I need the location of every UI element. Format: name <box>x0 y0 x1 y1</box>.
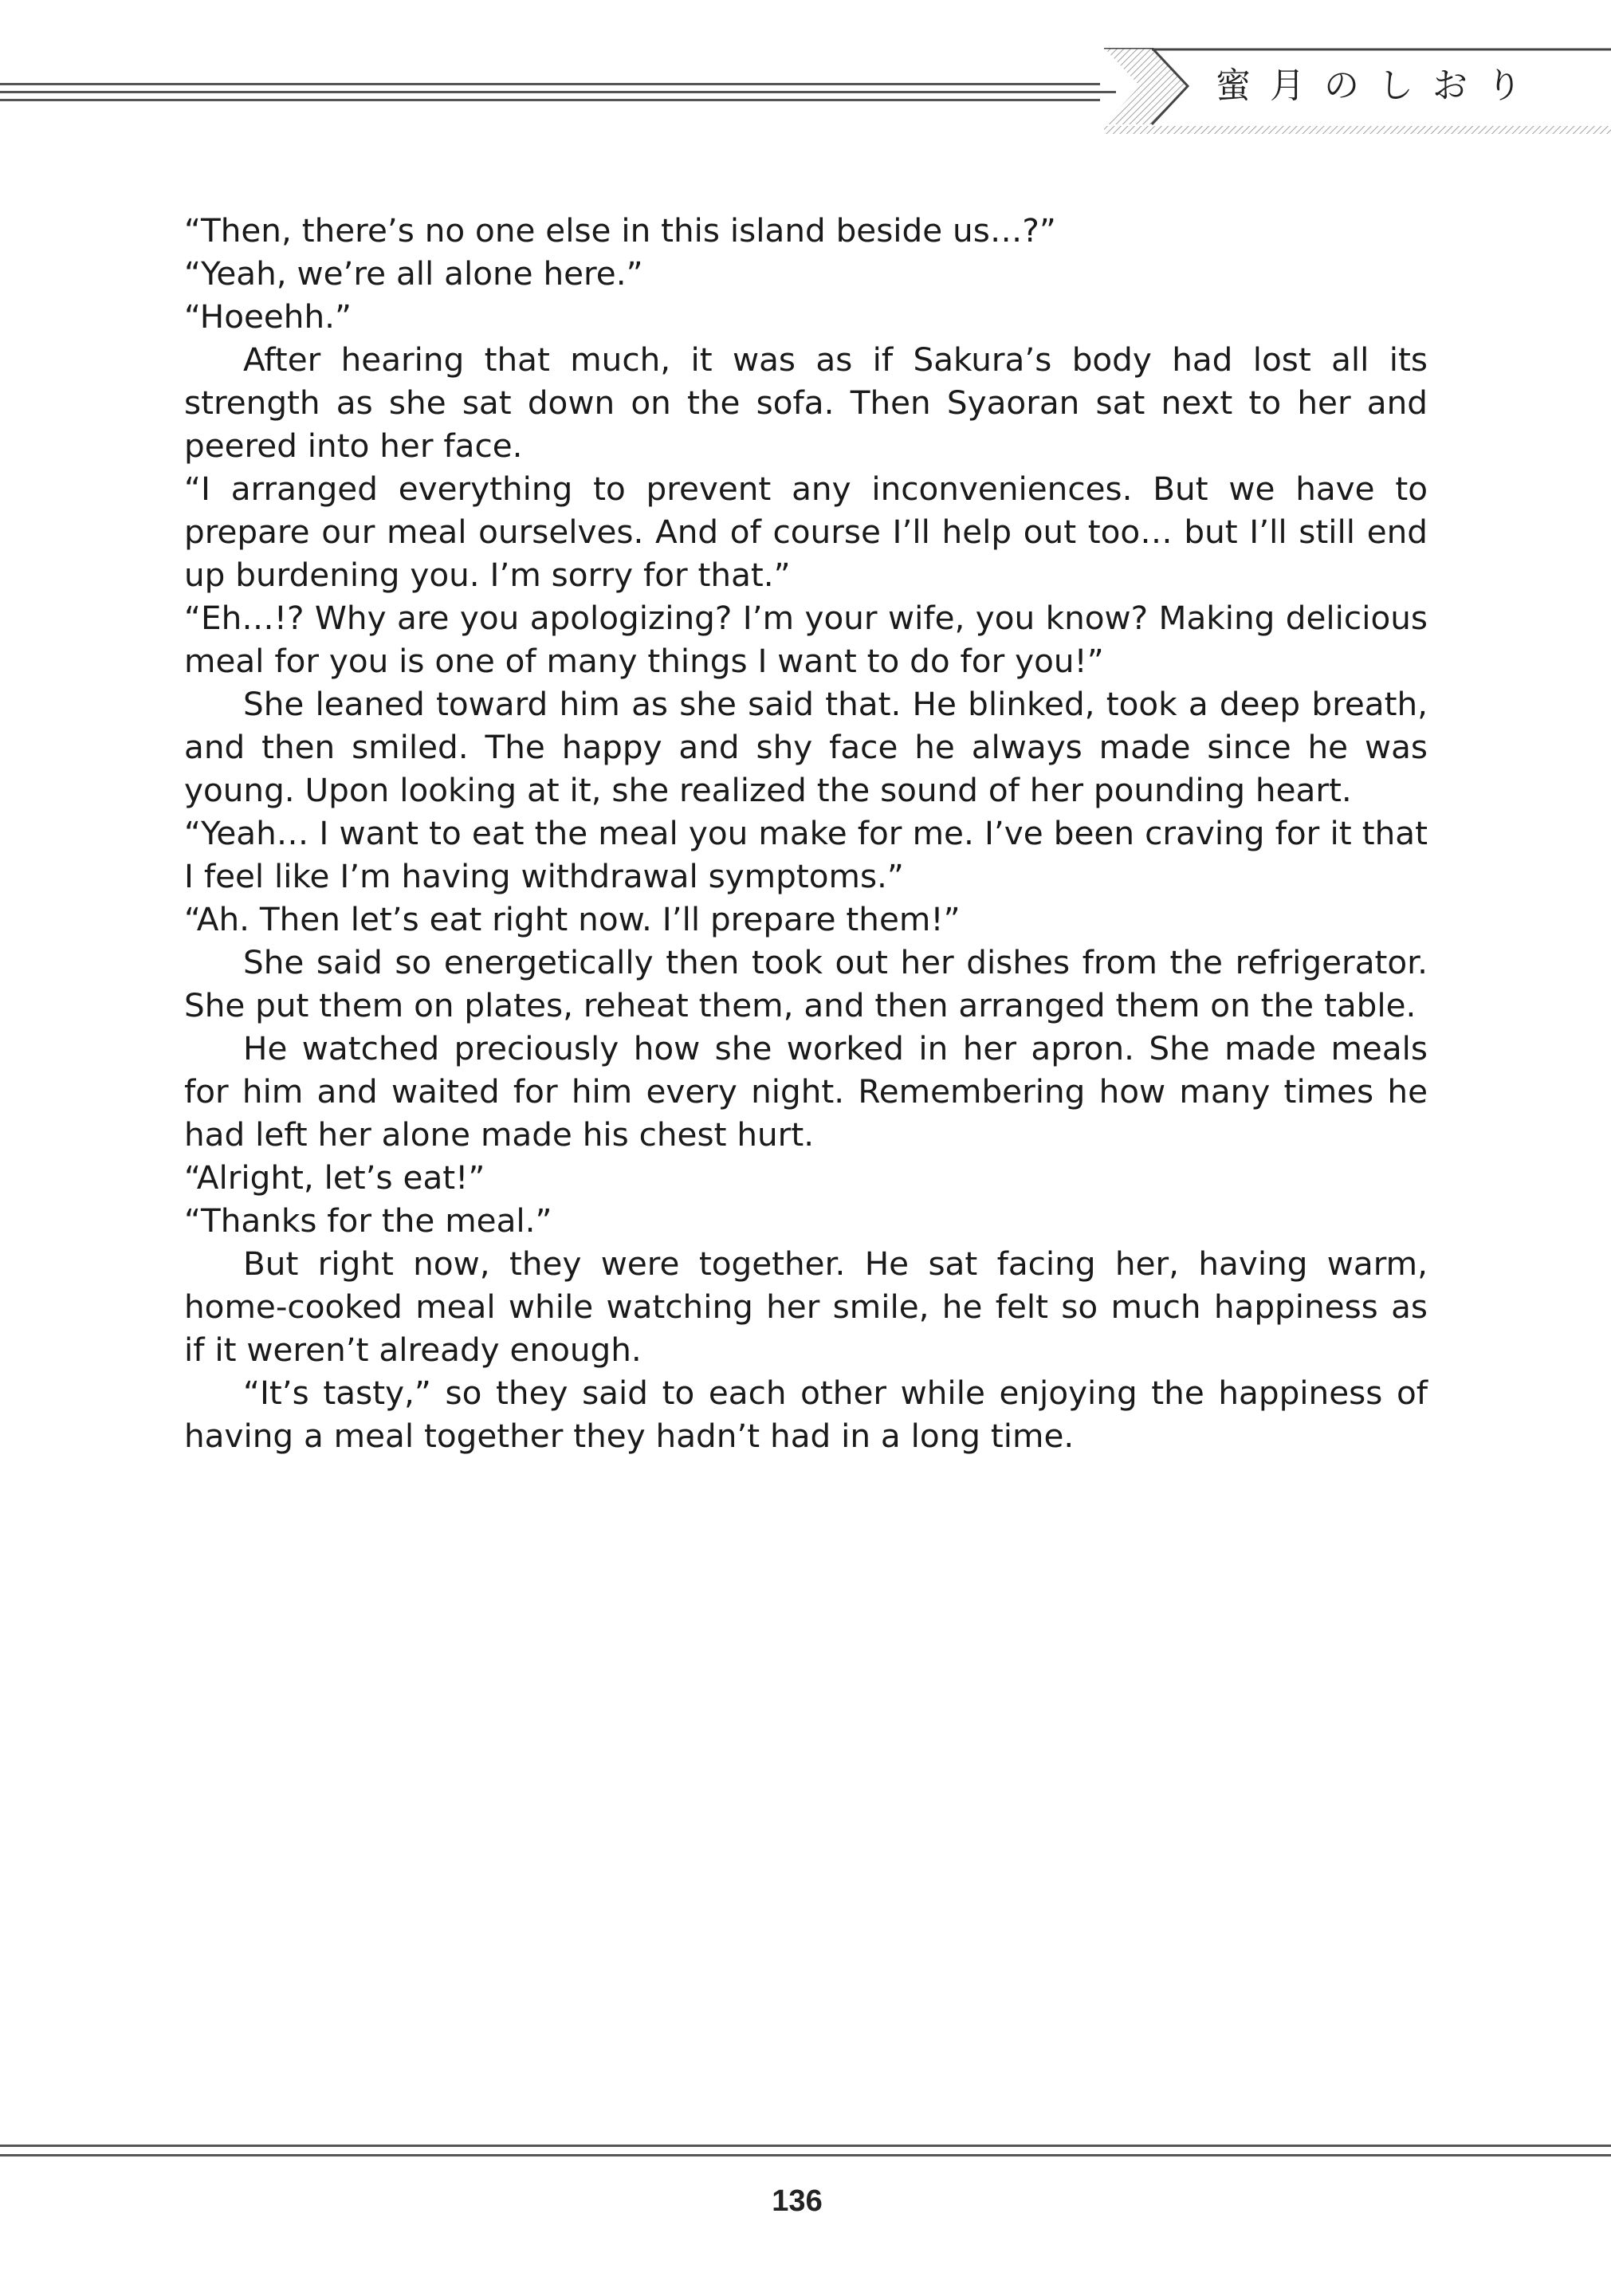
header-rule-line <box>0 99 1100 101</box>
paragraph: He watched preciously how she worked in her apron. She made meals for him and waited for him every night. Remembering how many times he had left her alone made his chest hurt. <box>184 1029 1428 1154</box>
paragraph: “Thanks for the meal.” <box>184 1201 552 1240</box>
paragraph: “Eh…!? Why are you apologizing? I’m your wife, you know? Making delicious meal for you is one of many things I want to do for you!” <box>184 599 1428 680</box>
header-rule <box>0 83 1116 104</box>
paragraph: “Alright, let’s eat!” <box>184 1158 485 1197</box>
paragraph: “Hoeehh.” <box>184 297 352 336</box>
paragraph: She said so energetically then took out her dishes from the refrigerator. She put them on plates, reheat them, and then arranged them on the table. <box>184 943 1428 1024</box>
paragraph: She leaned toward him as she said that. He blinked, took a deep breath, and then smiled. The happy and shy face he always made since he was young. Upon looking at it, she realized the sound of her pounding heart. <box>184 685 1428 809</box>
paragraph: “Yeah, we’re all alone here.” <box>184 254 643 293</box>
header-rule-line <box>0 83 1100 85</box>
paragraph: “Ah. Then let’s eat right now. I’ll prepare them!” <box>184 900 961 938</box>
chapter-title: 蜜月のしおり <box>1216 65 1541 106</box>
paragraph: “Yeah… I want to eat the meal you make for me. I’ve been craving for it that I feel like I’m having withdrawal symptoms.” <box>184 814 1428 895</box>
paragraph: “Then, there’s no one else in this island beside us…?” <box>184 211 1056 250</box>
header-rule-line <box>0 91 1116 93</box>
paragraph: After hearing that much, it was as if Sakura’s body had lost all its strength as she sat down on the sofa. Then Syaoran sat next to her and peered into her face. <box>184 340 1428 465</box>
footer-rule-line <box>0 2145 1611 2147</box>
footer-rule-line <box>0 2154 1611 2156</box>
page-body <box>184 209 1428 1457</box>
paragraph: “I arranged everything to prevent any inconveniences. But we have to prepare our meal ourselves. And of course I’ll help out too… but I’ll still end up burdening you. I’m sorry for that.” <box>184 470 1428 594</box>
chapter-header <box>1104 48 1611 137</box>
paragraph: “It’s tasty,” so they said to each other while enjoying the happiness of having a meal together they hadn’t had in a long time. <box>184 1374 1428 1455</box>
paragraph: But right now, they were together. He sat facing her, having warm, home-cooked meal while watching her smile, he felt so much happiness as if it weren’t already enough. <box>184 1244 1428 1369</box>
page-number: 136 <box>772 2184 823 2218</box>
